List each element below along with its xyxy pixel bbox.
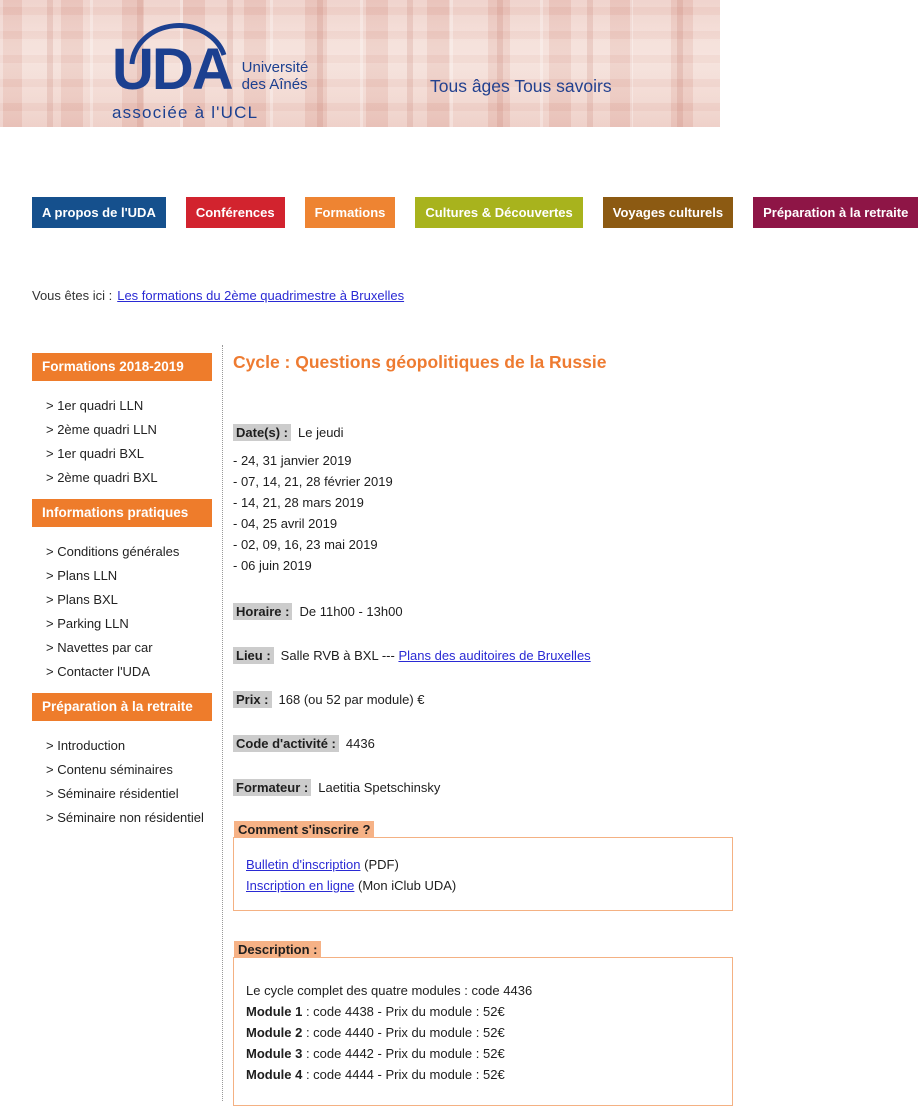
sidebar-section-formations <box>32 394 212 490</box>
inscription-box-title: Comment s'inscrire ? <box>234 821 374 838</box>
description-box-title: Description : <box>234 941 321 958</box>
dates-label: Date(s) : <box>233 424 291 441</box>
nav-item-voyages-culturels[interactable]: Voyages culturels <box>603 197 733 228</box>
module-4-name: Module 4 <box>246 1067 303 1082</box>
vertical-separator <box>222 345 223 1101</box>
sidebar-item-introduction[interactable]: > Introduction <box>46 738 126 753</box>
horaire-row <box>233 603 733 620</box>
nav-item-conferences[interactable]: Conférences <box>186 197 285 228</box>
module-line-1 <box>246 1001 720 1022</box>
module-line-4 <box>246 1064 720 1085</box>
sidebar-item-plans-lln[interactable]: > Plans LLN <box>46 568 118 583</box>
lieu-plans-link[interactable]: Plans des auditoires de Bruxelles <box>398 648 591 663</box>
prix-value: 168 (ou 52 par module) € <box>278 692 425 707</box>
page-title: Cycle : Questions géopolitiques de la Russie <box>233 352 607 372</box>
sidebar-item-1er-quadri-lln[interactable]: > 1er quadri LLN <box>46 398 144 413</box>
sidebar-item-seminaire-residentiel[interactable]: > Séminaire résidentiel <box>46 786 179 801</box>
lieu-label: Lieu : <box>233 647 274 664</box>
date-line: - 24, 31 janvier 2019 <box>233 453 352 468</box>
inscription-line-en-ligne <box>246 875 720 896</box>
sidebar-item-parking-lln[interactable]: > Parking LLN <box>46 616 129 631</box>
module-3-detail: : code 4442 - Prix du module : 52€ <box>302 1046 505 1061</box>
site-header <box>0 0 720 127</box>
sidebar-item-contenu-seminaires[interactable]: > Contenu séminaires <box>46 762 173 777</box>
sidebar-item-1er-quadri-bxl[interactable]: > 1er quadri BXL <box>46 446 144 461</box>
tagline: Tous âges Tous savoirs <box>430 76 612 96</box>
sidebar-item-contacter-uda[interactable]: > Contacter l'UDA <box>46 664 150 679</box>
formateur-value: Laetitia Spetschinsky <box>318 780 441 795</box>
breadcrumb-prefix: Vous êtes ici : <box>32 288 113 303</box>
module-1-detail: : code 4438 - Prix du module : 52€ <box>302 1004 505 1019</box>
prix-label: Prix : <box>233 691 272 708</box>
module-4-detail: : code 4444 - Prix du module : 52€ <box>302 1067 505 1082</box>
horaire-label: Horaire : <box>233 603 292 620</box>
prix-row <box>233 691 733 708</box>
logo-subtitle: associée à l'UCL <box>112 102 259 122</box>
sidebar-item-2eme-quadri-lln[interactable]: > 2ème quadri LLN <box>46 422 157 437</box>
nav-item-a-propos[interactable]: A propos de l'UDA <box>32 197 166 228</box>
logo-name <box>242 46 309 94</box>
date-line: - 04, 25 avril 2019 <box>233 516 338 531</box>
module-2-detail: : code 4440 - Prix du module : 52€ <box>302 1025 505 1040</box>
sidebar-header-preparation-retraite: Préparation à la retraite <box>32 693 212 721</box>
lieu-row <box>233 647 733 664</box>
sidebar-item-conditions-generales[interactable]: > Conditions générales <box>46 544 180 559</box>
breadcrumb-link[interactable]: Les formations du 2ème quadrimestre à Bruxelles <box>117 288 405 303</box>
sidebar-item-2eme-quadri-bxl[interactable]: > 2ème quadri BXL <box>46 470 158 485</box>
sidebar-header-formations: Formations 2018-2019 <box>32 353 212 381</box>
inscription-en-ligne-link[interactable]: Inscription en ligne <box>246 878 355 893</box>
logo-name-line1: Université <box>241 59 309 76</box>
description-box <box>233 942 733 1106</box>
uda-logo[interactable] <box>112 20 342 123</box>
sidebar-item-seminaire-non-residentiel[interactable]: > Séminaire non résidentiel <box>46 810 204 825</box>
formateur-row <box>233 779 733 796</box>
bulletin-inscription-link[interactable]: Bulletin d'inscription <box>246 857 361 872</box>
module-2-name: Module 2 <box>246 1025 303 1040</box>
nav-item-cultures-decouvertes[interactable]: Cultures & Découvertes <box>415 197 582 228</box>
sidebar-section-infos-pratiques <box>32 540 212 684</box>
sidebar-header-infos-pratiques: Informations pratiques <box>32 499 212 527</box>
lieu-value: Salle RVB à BXL --- <box>280 648 395 663</box>
nav-item-formations[interactable]: Formations <box>305 197 396 228</box>
inscription-en-ligne-suffix: (Mon iClub UDA) <box>354 878 457 893</box>
logo-arc-icon <box>126 20 230 66</box>
code-activite-label: Code d'activité : <box>233 735 339 752</box>
breadcrumb <box>32 288 404 303</box>
module-line-2 <box>246 1022 720 1043</box>
sidebar-section-preparation-retraite <box>32 734 212 830</box>
code-activite-row <box>233 735 733 752</box>
dates-row <box>233 424 733 576</box>
sidebar-item-navettes-par-car[interactable]: > Navettes par car <box>46 640 153 655</box>
inscription-box <box>233 822 733 911</box>
description-intro: Le cycle complet des quatre modules : code 4436 <box>246 983 533 998</box>
sidebar <box>32 353 212 839</box>
formateur-label: Formateur : <box>233 779 311 796</box>
module-line-3 <box>246 1043 720 1064</box>
date-line: - 07, 14, 21, 28 février 2019 <box>233 474 393 489</box>
nav-item-preparation-retraite[interactable]: Préparation à la retraite <box>753 197 918 228</box>
dates-value: Le jeudi <box>298 425 344 440</box>
bulletin-inscription-suffix: (PDF) <box>360 857 399 872</box>
horaire-value: De 11h00 - 13h00 <box>299 604 403 619</box>
inscription-line-bulletin <box>246 854 720 875</box>
date-line: - 06 juin 2019 <box>233 558 312 573</box>
module-3-name: Module 3 <box>246 1046 303 1061</box>
logo-name-line2: des Aînés <box>241 76 308 93</box>
main-nav <box>32 197 918 228</box>
dates-list <box>233 450 733 576</box>
module-1-name: Module 1 <box>246 1004 303 1019</box>
sidebar-item-plans-bxl[interactable]: > Plans BXL <box>46 592 118 607</box>
date-line: - 02, 09, 16, 23 mai 2019 <box>233 537 378 552</box>
logo-acronym: UDA <box>112 37 232 102</box>
date-line: - 14, 21, 28 mars 2019 <box>233 495 364 510</box>
main-content <box>233 352 733 1106</box>
code-activite-value: 4436 <box>345 736 375 751</box>
